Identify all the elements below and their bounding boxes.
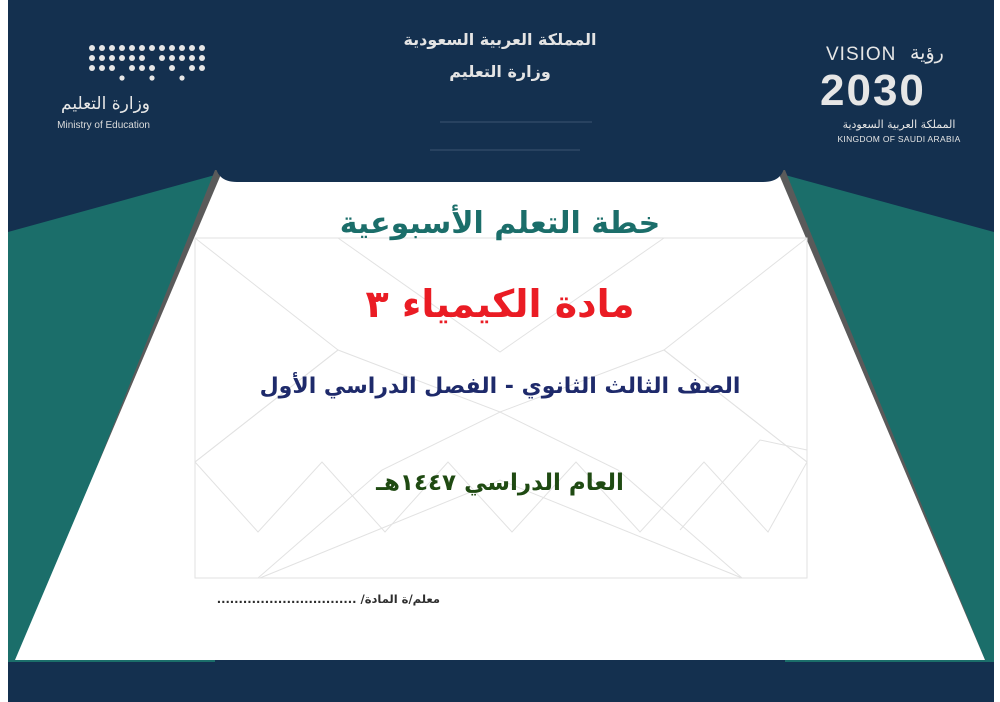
vision-arabic-word: رؤية xyxy=(910,42,944,64)
teacher-name-field: معلم/ة المادة/ ................................ xyxy=(216,592,440,606)
header-kingdom-name: المملكة العربية السعودية xyxy=(403,30,597,49)
vision-kingdom-arabic: المملكة العربية السعودية xyxy=(842,118,956,131)
vision-year: 2030 xyxy=(820,66,926,115)
vision-kingdom-english: KINGDOM OF SAUDI ARABIA xyxy=(837,134,961,144)
moe-dots-icon xyxy=(88,42,208,84)
header-ministry-name: وزارة التعليم xyxy=(449,62,551,81)
ministry-of-education-logo xyxy=(28,40,228,140)
academic-year: العام الدراسي ١٤٤٧هـ xyxy=(376,470,624,496)
subject-title: مادة الكيمياء ٣ xyxy=(365,282,635,326)
moe-arabic-name: وزارة التعليم xyxy=(61,94,150,114)
vision-2030-logo xyxy=(818,44,988,144)
grade-and-term: الصف الثالث الثانوي - الفصل الدراسي الأول xyxy=(259,374,741,399)
vision-word: VISION xyxy=(826,44,897,65)
plan-title: خطة التعلم الأسبوعية xyxy=(339,206,661,241)
moe-english-name: Ministry of Education xyxy=(57,120,150,131)
